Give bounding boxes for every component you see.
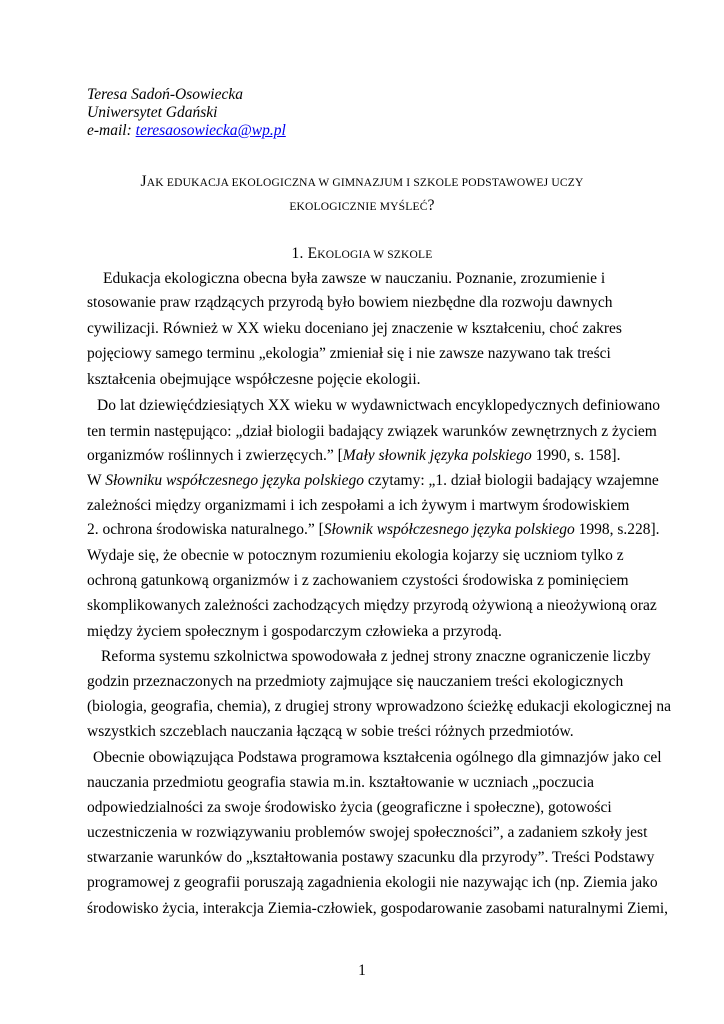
body-line: Obecnie obowiązująca Podstawa programowa kształcenia ogólnego dla gimnazjów jako cel	[93, 749, 662, 766]
body-line: odpowiedzialności za swoje środowisko życia (geograficzne i społeczne), gotowości	[87, 799, 612, 816]
body-line: Wydaje się, że obecnie w potocznym rozumieniu ekologia kojarzy się uczniom tylko z	[87, 547, 624, 564]
body-line-citation	[87, 521, 660, 539]
body-line: skomplikowanych zależności zachodzących między przyrodą ożywioną a nieożywioną oraz	[87, 597, 657, 614]
email-label: e-mail:	[87, 122, 136, 139]
email-link[interactable]: teresaosowiecka@wp.pl	[135, 122, 286, 139]
citation-source: Mały słownik języka polskiego	[342, 447, 532, 464]
title-line-1-text: AK EDUKACJA EKOLOGICZNA W GIMNAZJUM I SZKOLE PODSTAWOWEJ UCZY	[146, 177, 584, 189]
section-number: 1.	[291, 245, 308, 262]
citation-text: W	[87, 472, 106, 489]
body-line: między życiem społecznym i gospodarczym człowieka a przyrodą.	[87, 623, 502, 640]
body-line-citation	[87, 472, 659, 490]
author-name: Teresa Sadoń-Osowiecka	[87, 86, 243, 103]
body-line-citation	[87, 447, 620, 465]
body-line: wszystkich szczeblach nauczania łączącą w sobie treści różnych przedmiotów.	[87, 723, 574, 740]
citation-page: 1998, s.228].	[574, 521, 660, 538]
article-title-line-1	[0, 174, 724, 191]
section-initial-cap: E	[307, 245, 318, 262]
author-affiliation: Uniwersytet Gdański	[87, 104, 218, 121]
body-line: pojęciowy samego terminu „ekologia” zmieniał się i nie zawsze nazywano tak treści	[87, 345, 611, 362]
title-initial-cap: J	[140, 173, 147, 190]
body-line: ochroną gatunkową organizmów i z zachowaniem czystości środowiska z pominięciem	[87, 572, 629, 589]
body-line: Reforma systemu szkolnictwa spowodowała z jednej strony znaczne ograniczenie liczby	[101, 648, 651, 665]
citation-source: Słowniku współczesnego języka polskiego	[105, 472, 364, 489]
body-line: uczestniczenia w rozwiązywaniu problemów swojej społeczności”, a zadaniem szkoły jest	[87, 824, 648, 841]
body-line: stwarzanie warunków do „kształtowania postawy szacunku dla przyrody”. Treści Podstawy	[87, 849, 655, 866]
article-title-line-2	[0, 198, 724, 215]
body-line: środowisko życia, interakcja Ziemia-człowiek, gospodarowanie zasobami naturalnymi Ziemi,	[87, 900, 669, 917]
body-line: Edukacja ekologiczna obecna była zawsze w nauczaniu. Poznanie, zrozumienie i	[103, 270, 606, 287]
citation-source: Słownik współczesnego języka polskiego	[323, 521, 575, 538]
body-line: nauczania przedmiotu geografia stawia m.in. kształtowanie w uczniach „poczucia	[87, 774, 594, 791]
author-email-line	[87, 122, 286, 140]
page-number: 1	[358, 962, 366, 979]
body-line: ten termin następująco: „dział biologii badający związek warunków zewnętrznych z życiem	[87, 423, 657, 440]
citation-text: 2. ochrona środowiska naturalnego.” [	[87, 521, 324, 538]
body-line: zależności między organizmami i ich zespołami a ich żywym i martwym środowiskiem	[87, 497, 630, 514]
body-line: cywilizacji. Również w XX wieku doceniano jej znaczenie w kształceniu, choć zakres	[87, 320, 622, 337]
body-line: stosowanie praw rządzących przyrodą było bowiem niezbędne dla rozwoju dawnych	[87, 294, 613, 311]
body-line: programowej z geografii poruszają zagadnienia ekologii nie nazywając ich (np. Ziemia jako	[87, 874, 658, 891]
section-title-text: KOLOGIA W SZKOLE	[317, 249, 433, 261]
body-line: kształcenia obejmujące współczesne pojęcie ekologii.	[87, 371, 421, 388]
title-line-2-text: EKOLOGICZNIE MYŚLEĆ	[289, 201, 428, 213]
body-line: (biologia, geografia, chemia), z drugiej strony wprowadzono ścieżkę edukacji ekologicznej na	[87, 698, 672, 715]
body-line: godzin przeznaczonych na przedmioty zajmujące się nauczaniem treści ekologicznych	[87, 673, 624, 690]
section-heading	[0, 246, 724, 263]
body-line: Do lat dziewięćdziesiątych XX wieku w wydawnictwach encyklopedycznych definiowano	[97, 397, 660, 414]
citation-text: organizmów roślinnych i zwierzęcych.” [	[87, 447, 343, 464]
title-question-mark: ?	[427, 197, 435, 214]
citation-page: 1990, s. 158].	[531, 447, 621, 464]
citation-text: czytamy: „1. dział biologii badający wzajemne	[363, 472, 659, 489]
